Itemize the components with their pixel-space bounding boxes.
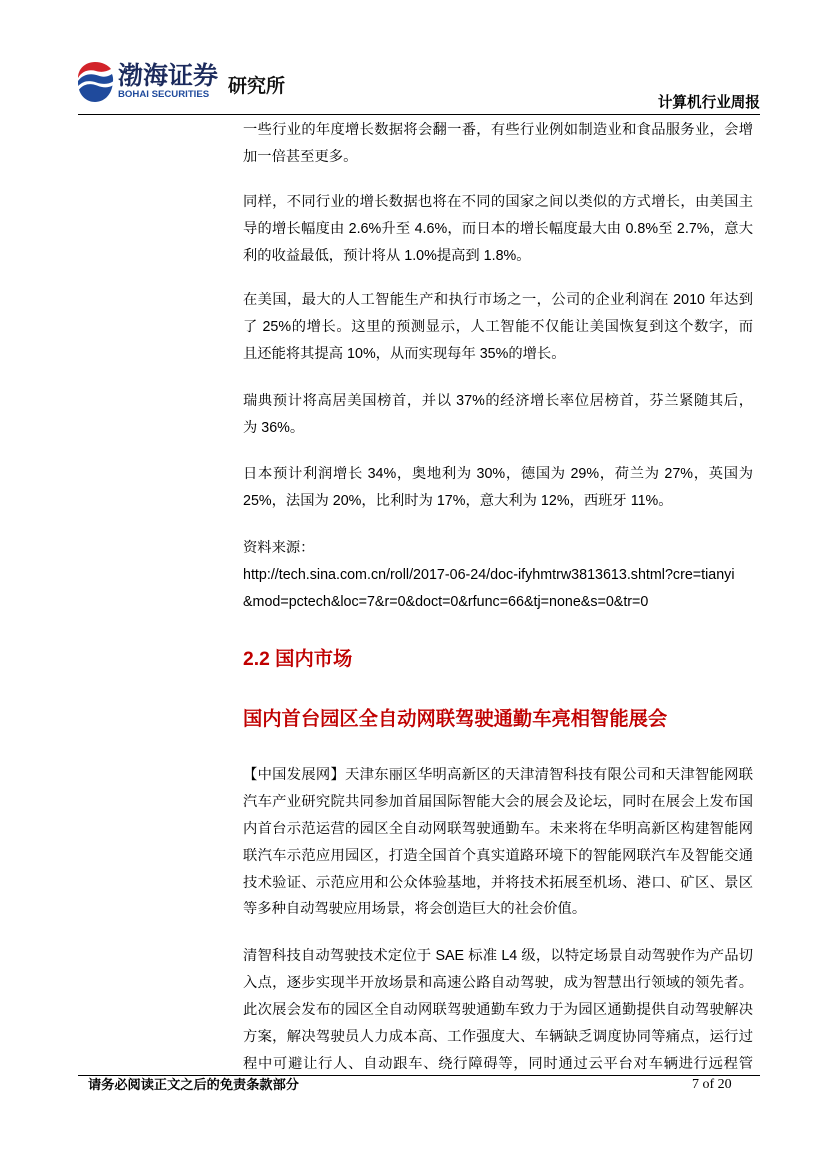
paragraph-line: 了 25%的增长。这里的预测显示，人工智能不仅能让美国恢复到这个数字，而 [243,318,753,335]
paragraph-line: 汽车产业研究院共同参加首届国际智能大会的展会及论坛，同时在展会上发布国 [243,793,753,810]
source-url-line: &mod=pctech&loc=7&r=0&doct=0&rfunc=66&tj=none&s=0&tr=0 [243,593,649,610]
paragraph-line: 联汽车示范应用园区，打造全国首个真实道路环境下的智能网联汽车及智能交通 [243,847,753,864]
bohai-logo-icon [76,61,114,103]
paragraph-line: 为 36%。 [243,419,305,436]
body-paragraph [243,762,753,923]
paragraph-line: 一些行业的年度增长数据将会翻一番，有些行业例如制造业和食品服务业，会增 [243,122,753,138]
page-number: 7 of 20 [692,1077,732,1092]
source-url-line: http://tech.sina.com.cn/roll/2017-06-24/doc-ifyhmtrw3813613.shtml?cre=tianyi [243,566,735,583]
paragraph-line: 瑞典预计将高居美国榜首，并以 37%的经济增长率位居榜首，芬兰紧随其后， [243,393,753,409]
body-paragraph [243,189,753,270]
body-paragraph [243,117,753,171]
brand-name-cn: 渤海证券 [118,62,219,90]
paragraph-line: 加一倍甚至更多。 [243,148,358,165]
section-heading: 2.2 国内市场 [243,649,353,670]
source-note [243,535,753,616]
paragraph-line: 技术验证、示范应用和公众体验基地，并将技术拓展至机场、港口、矿区、景区 [243,874,753,891]
news-headline: 国内首台园区全自动网联驾驶通勤车亮相智能展会 [243,709,668,730]
body-paragraph [243,287,753,368]
body-paragraph [243,943,753,1077]
paragraph-line: 利的收益最低，预计将从 1.0%提高到 1.8%。 [243,247,531,264]
paragraph-line: 导的增长幅度由 2.6%升至 4.6%，而日本的增长幅度最大由 0.8%至 2.7%，意大 [243,220,753,237]
paragraph-line: 此次展会发布的园区全自动网联驾驶通勤车致力于为园区通勤提供自动驾驶解决 [243,1001,753,1018]
paragraph-line: 方案，解决驾驶员人力成本高、工作强度大、车辆缺乏调度协同等痛点，运行过 [243,1028,753,1045]
paragraph-line: 程中可避让行人、自动跟车、绕行障碍等，同时通过云平台对车辆进行远程管 [243,1055,753,1072]
footer-divider [78,1075,760,1076]
header-divider [78,114,760,115]
paragraph-line: 内首台示范运营的园区全自动网联驾驶通勤车。未来将在华明高新区构建智能网 [243,820,753,837]
disclaimer-note: 请务必阅读正文之后的免责条款部分 [88,1077,299,1092]
paragraph-line: 同样，不同行业的增长数据也将在不同的国家之间以类似的方式增长，由美国主 [243,194,753,210]
paragraph-line: 清智科技自动驾驶技术定位于 SAE 标准 L4 级，以特定场景自动驾驶作为产品切 [243,948,753,964]
paragraph-line: 且还能将其提高 10%，从而实现每年 35%的增长。 [243,345,566,362]
paragraph-line: 等多种自动驾驶应用场景，将会创造巨大的社会价值。 [243,901,587,918]
report-type-title: 计算机行业周报 [657,95,760,111]
brand-name-en: BOHAI SECURITIES [118,89,210,100]
paragraph-line: 【中国发展网】天津东丽区华明高新区的天津清智科技有限公司和天津智能网联 [243,767,753,783]
source-label: 资料来源： [243,540,315,556]
paragraph-line: 日本预计利润增长 34%，奥地利为 30%，德国为 29%，荷兰为 27%，英国为 [243,466,753,482]
body-paragraph [243,388,753,442]
institute-label: 研究所 [228,76,286,97]
paragraph-line: 25%，法国为 20%，比利时为 17%，意大利为 12%，西班牙 11%。 [243,492,673,509]
paragraph-line: 在美国，最大的人工智能生产和执行市场之一，公司的企业利润在 2010 年达到 [243,292,753,308]
paragraph-line: 入点，逐步实现半开放场景和高速公路自动驾驶，成为智慧出行领域的领先者。 [243,974,753,991]
body-paragraph [243,461,753,515]
